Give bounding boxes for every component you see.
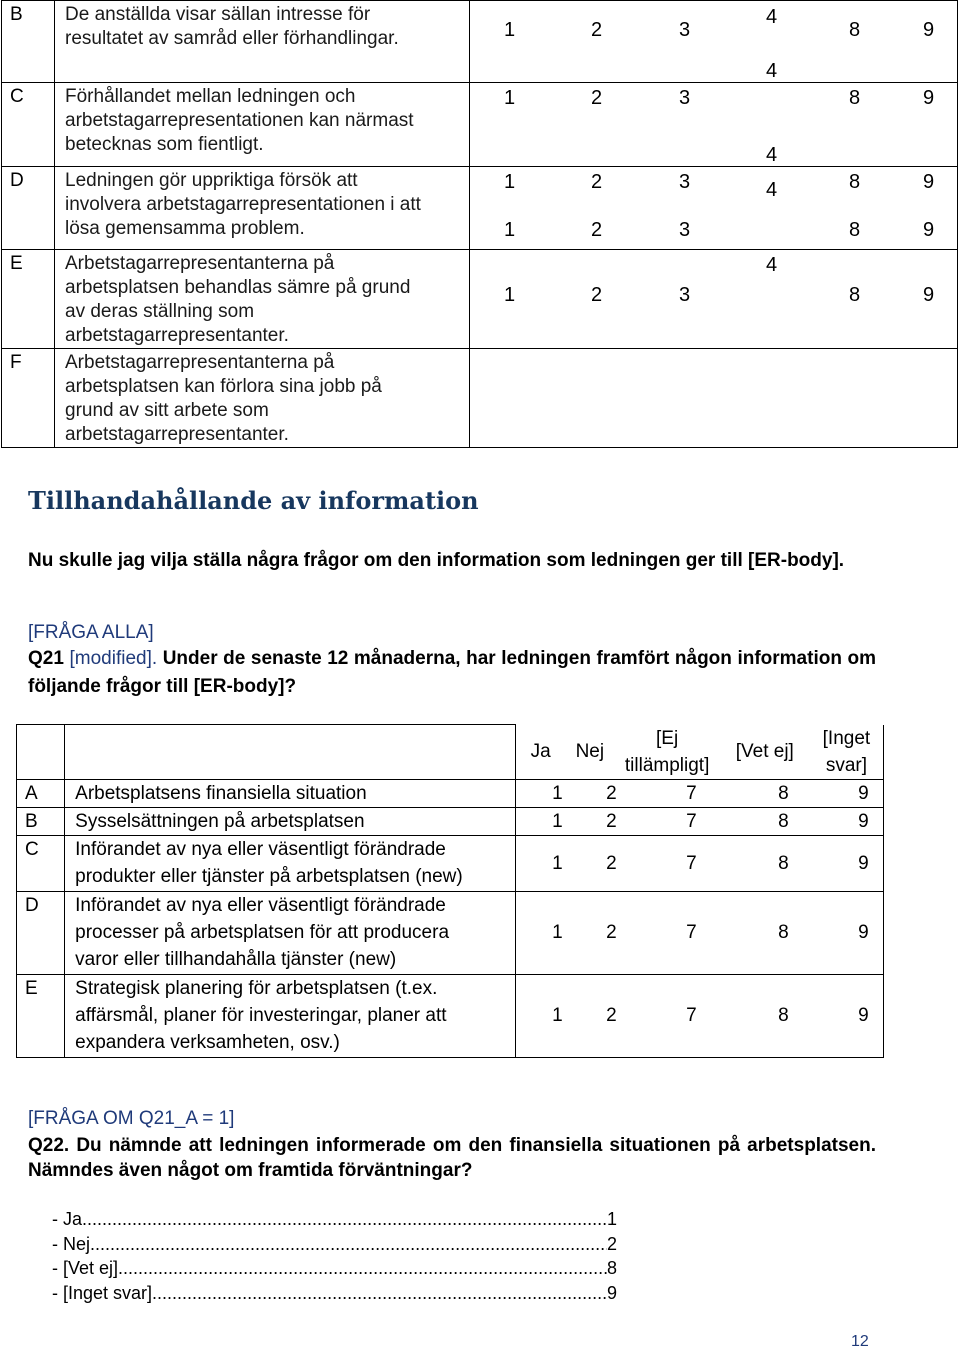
table-row xyxy=(17,892,884,975)
intro-text: Nu skulle jag vilja ställa några frågor om den information som ledningen ger till [ER-body]. xyxy=(28,550,845,571)
code-9: 9 xyxy=(923,219,935,241)
table-row xyxy=(17,808,884,836)
code-3: 3 xyxy=(679,284,691,306)
row-statement xyxy=(55,83,470,167)
code-9: 9 xyxy=(923,19,935,41)
option-label: - Ja xyxy=(52,1209,83,1229)
code-1: 1 xyxy=(504,87,516,109)
statement-line: grund av sitt arbete som xyxy=(65,400,269,421)
response-codes xyxy=(470,144,958,250)
row-letter: B xyxy=(17,808,65,836)
code-4: 4 xyxy=(766,144,778,166)
code-2: 2 xyxy=(606,922,617,943)
header-row xyxy=(17,725,884,780)
answer-option xyxy=(52,1256,617,1281)
header-dont-know: [Vet ej] xyxy=(735,741,794,763)
topic-line: affärsmål, planer för investeringar, planer att xyxy=(75,1005,447,1026)
table-row xyxy=(2,349,958,448)
code-1: 1 xyxy=(504,219,516,241)
row-statement xyxy=(55,167,470,250)
option-code: 2 xyxy=(606,1233,617,1254)
code-2: 2 xyxy=(591,19,603,41)
question-q22: Q22. Du nämnde att ledningen informerade om den finansiella situationen på arbetsplatsen. Nämndes även något om framtida förväntningar? xyxy=(28,1135,876,1181)
code-3: 3 xyxy=(679,219,691,241)
table-row xyxy=(17,780,884,808)
code-1: 1 xyxy=(552,853,563,874)
code-2: 2 xyxy=(606,811,617,832)
topic-line: varor eller tillhandahålla tjänster (new) xyxy=(75,949,397,970)
code-1: 1 xyxy=(504,171,516,193)
code-7: 7 xyxy=(686,922,697,943)
code-8: 8 xyxy=(849,19,861,41)
topic-line: produkter eller tjänster på arbetsplatsen (new) xyxy=(75,866,463,887)
row-letter: E xyxy=(17,975,65,1058)
table-row xyxy=(2,1,958,83)
code-7: 7 xyxy=(686,783,697,804)
code-1: 1 xyxy=(552,922,563,943)
table-row xyxy=(17,975,884,1058)
q21-table xyxy=(16,724,884,1058)
statement-line: Ledningen gör uppriktiga försök att xyxy=(65,170,358,191)
header-no-answer: [Inget svar] xyxy=(810,725,884,780)
option-label: - [Vet ej] xyxy=(52,1258,119,1278)
statement-line: betecknas som fientligt. xyxy=(65,134,264,155)
code-1: 1 xyxy=(552,811,563,832)
statement-line: resultatet av samråd eller förhandlingar. xyxy=(65,28,399,49)
response-codes xyxy=(516,808,884,836)
statement-line: arbetsplatsen behandlas sämre på grund xyxy=(65,277,411,298)
response-codes xyxy=(516,892,884,975)
code-2: 2 xyxy=(591,87,603,109)
code-1: 1 xyxy=(504,284,516,306)
statement-line: involvera arbetstagarrepresentationen i att xyxy=(65,194,421,215)
section-heading: Tillhandahållande av information xyxy=(28,486,479,515)
code-4: 4 xyxy=(766,254,778,276)
response-codes xyxy=(470,60,958,167)
statement-line: Arbetstagarrepresentanterna på xyxy=(65,253,335,274)
code-8: 8 xyxy=(849,284,861,306)
statement-line: lösa gemensamma problem. xyxy=(65,218,305,239)
row-letter: C xyxy=(17,836,65,892)
answer-option xyxy=(52,1207,617,1232)
question-text: Under de senaste 12 månaderna, har ledningen framfört någon information om följande frågor till [ER-body]? xyxy=(28,648,877,697)
response-codes xyxy=(516,836,884,892)
code-2: 2 xyxy=(606,853,617,874)
code-9: 9 xyxy=(923,87,935,109)
header-blank xyxy=(65,725,516,780)
table-row xyxy=(2,167,958,250)
code-9: 9 xyxy=(858,783,869,804)
code-8: 8 xyxy=(778,783,789,804)
response-codes xyxy=(470,254,958,448)
row-statement xyxy=(55,1,470,83)
row-letter: D xyxy=(17,892,65,975)
attitude-table xyxy=(1,0,958,448)
row-letter: A xyxy=(17,780,65,808)
topic-line: Strategisk planering för arbetsplatsen (t.ex. xyxy=(75,978,438,999)
response-codes xyxy=(516,975,884,1058)
code-9: 9 xyxy=(858,811,869,832)
topic-line: processer på arbetsplatsen för att producera xyxy=(75,922,450,943)
code-3: 3 xyxy=(679,19,691,41)
topic-line: Sysselsättningen på arbetsplatsen xyxy=(75,811,365,832)
header-blank xyxy=(17,725,65,780)
option-label: - [Inget svar] xyxy=(52,1282,153,1303)
code-1: 1 xyxy=(552,1005,563,1026)
code-1: 1 xyxy=(504,19,516,41)
header-not-applicable: [Ej tillämpligt] xyxy=(624,727,710,776)
code-1: 1 xyxy=(552,783,563,804)
table-row xyxy=(2,250,958,349)
question-modifier: [modified]. xyxy=(69,648,158,669)
leader-dots xyxy=(118,1256,607,1281)
question-q21 xyxy=(28,645,876,701)
row-letter: D xyxy=(2,167,55,250)
leader-dots xyxy=(82,1207,607,1232)
statement-line: av deras ställning som xyxy=(65,301,255,322)
code-9: 9 xyxy=(923,284,935,306)
code-8: 8 xyxy=(849,87,861,109)
row-letter: F xyxy=(2,349,55,448)
code-9: 9 xyxy=(923,171,935,193)
response-codes xyxy=(516,780,884,808)
statement-line: arbetstagarrepresentanter. xyxy=(65,424,289,445)
header-no: Nej xyxy=(575,741,605,763)
row-topic xyxy=(65,808,516,836)
row-statement xyxy=(55,250,470,349)
code-8: 8 xyxy=(778,811,789,832)
code-4: 4 xyxy=(766,6,778,28)
question-number: Q21 xyxy=(28,648,64,669)
code-9: 9 xyxy=(858,922,869,943)
row-letter: E xyxy=(2,250,55,349)
code-9: 9 xyxy=(858,853,869,874)
response-codes xyxy=(470,179,958,349)
answer-options xyxy=(52,1207,617,1305)
topic-line: expandera verksamheten, osv.) xyxy=(75,1032,340,1053)
option-label: - Nej xyxy=(52,1233,91,1254)
code-7: 7 xyxy=(686,811,697,832)
code-2: 2 xyxy=(591,171,603,193)
row-topic xyxy=(65,780,516,808)
table-row xyxy=(17,836,884,892)
row-topic xyxy=(65,836,516,892)
response-codes xyxy=(470,1,958,83)
leader-dots xyxy=(90,1232,607,1257)
leader-dots xyxy=(152,1281,607,1306)
header-yes: Ja xyxy=(530,741,551,763)
code-8: 8 xyxy=(849,219,861,241)
row-statement xyxy=(55,349,470,448)
code-3: 3 xyxy=(679,171,691,193)
code-8: 8 xyxy=(778,1005,789,1026)
option-code: 1 xyxy=(606,1209,617,1229)
code-2: 2 xyxy=(606,783,617,804)
code-8: 8 xyxy=(778,922,789,943)
row-topic xyxy=(65,892,516,975)
ask-all-instruction: [FRÅGA ALLA] xyxy=(28,622,154,643)
statement-line: arbetstagarrepresentanter. xyxy=(65,325,289,346)
code-4: 4 xyxy=(766,179,778,201)
code-4: 4 xyxy=(766,60,778,82)
statement-line: arbetstagarrepresentationen kan närmast xyxy=(65,110,414,131)
statement-line: De anställda visar sällan intresse för xyxy=(65,4,371,25)
statement-line: Arbetstagarrepresentanterna på xyxy=(65,352,335,373)
statement-line: arbetsplatsen kan förlora sina jobb på xyxy=(65,376,382,397)
topic-line: Arbetsplatsens finansiella situation xyxy=(75,783,367,804)
code-8: 8 xyxy=(778,853,789,874)
code-3: 3 xyxy=(679,87,691,109)
table-row xyxy=(2,83,958,167)
option-code: 9 xyxy=(606,1282,617,1303)
row-topic xyxy=(65,975,516,1058)
code-2: 2 xyxy=(606,1005,617,1026)
code-2: 2 xyxy=(591,284,603,306)
code-8: 8 xyxy=(849,171,861,193)
answer-option xyxy=(52,1232,617,1257)
topic-line: Införandet av nya eller väsentligt förändrade xyxy=(75,895,446,916)
topic-line: Införandet av nya eller väsentligt förändrade xyxy=(75,839,446,860)
code-2: 2 xyxy=(591,219,603,241)
statement-line: Förhållandet mellan ledningen och xyxy=(65,86,356,107)
code-9: 9 xyxy=(858,1005,869,1026)
row-letter: C xyxy=(2,83,55,167)
page-number: 12 xyxy=(851,1333,869,1350)
option-code: 8 xyxy=(606,1258,617,1278)
code-7: 7 xyxy=(686,853,697,874)
row-letter: B xyxy=(2,1,55,83)
answer-option xyxy=(52,1281,617,1306)
conditional-instruction: [FRÅGA OM Q21_A = 1] xyxy=(28,1108,235,1129)
code-7: 7 xyxy=(686,1005,697,1026)
